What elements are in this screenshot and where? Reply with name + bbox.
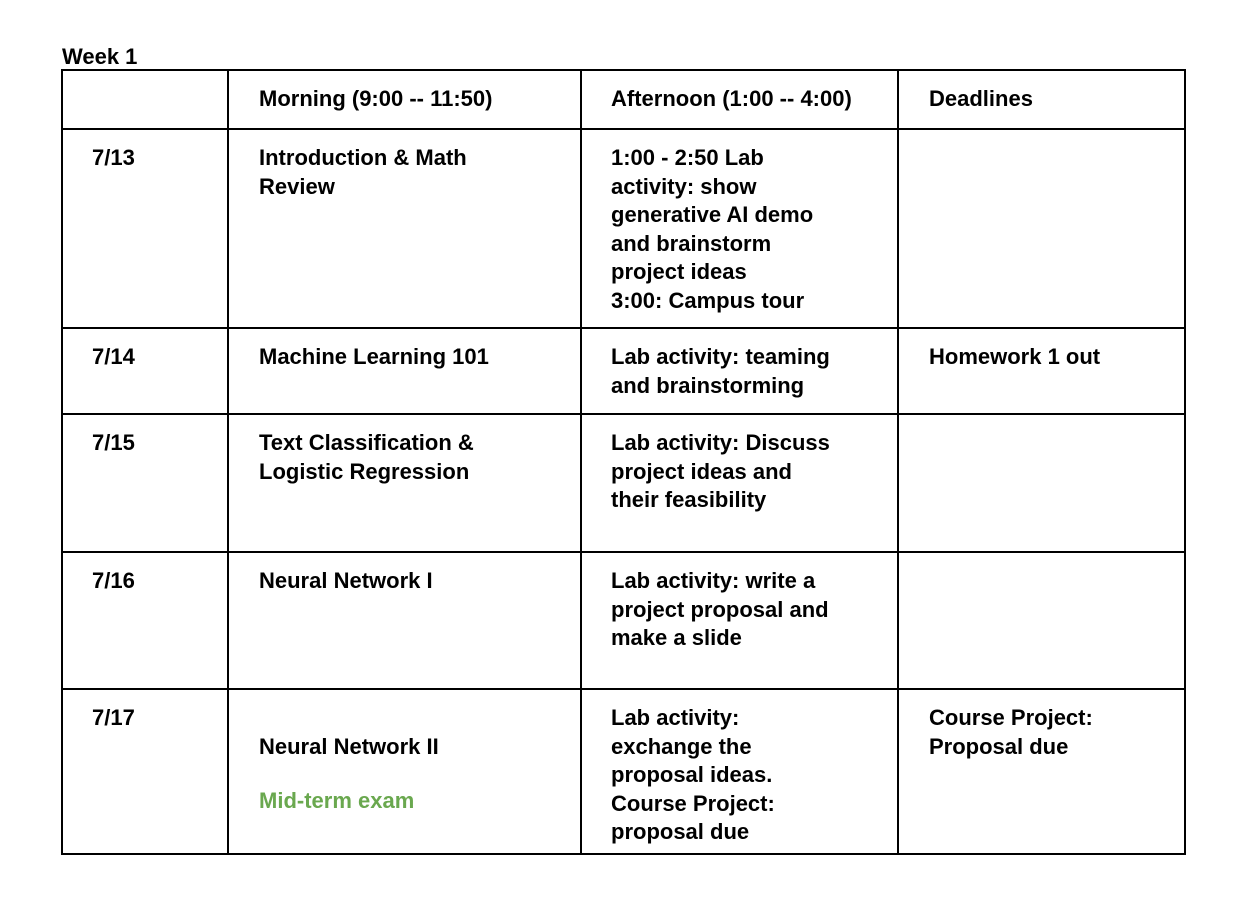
header-deadlines: Deadlines [898, 70, 1185, 129]
date-cell: 7/16 [62, 552, 228, 689]
header-afternoon: Afternoon (1:00 -- 4:00) [581, 70, 898, 129]
date-cell: 7/15 [62, 414, 228, 552]
morning-cell: Introduction & Math Review [228, 129, 581, 328]
header-morning: Morning (9:00 -- 11:50) [228, 70, 581, 129]
deadline-cell: Course Project: Proposal due [898, 689, 1185, 854]
midterm-exam-note: Mid-term exam [259, 788, 415, 813]
week-title: Week 1 [62, 44, 138, 69]
afternoon-cell: 1:00 - 2:50 Lab activity: show generative AI demo and brainstorm project ideas 3:00: Campus tour [581, 129, 898, 328]
morning-cell: Neural Network I [228, 552, 581, 689]
morning-topic: Neural Network II [259, 733, 439, 759]
table-row [62, 689, 1185, 854]
afternoon-cell: Lab activity: Discuss project ideas and their feasibility [581, 414, 898, 552]
header-date [62, 70, 228, 129]
date-cell: 7/13 [62, 129, 228, 328]
table-row [62, 129, 1185, 328]
table-row [62, 414, 1185, 552]
schedule-table [61, 69, 1186, 855]
date-cell: 7/14 [62, 328, 228, 414]
deadline-cell [898, 414, 1185, 552]
date-cell: 7/17 [62, 689, 228, 854]
morning-cell: Machine Learning 101 [228, 328, 581, 414]
deadline-cell [898, 129, 1185, 328]
deadline-cell: Homework 1 out [898, 328, 1185, 414]
afternoon-cell: Lab activity: teaming and brainstorming [581, 328, 898, 414]
header-row [62, 70, 1185, 129]
deadline-cell [898, 552, 1185, 689]
table-row [62, 552, 1185, 689]
afternoon-cell: Lab activity: write a project proposal and make a slide [581, 552, 898, 689]
morning-cell: Text Classification & Logistic Regression [228, 414, 581, 552]
afternoon-cell: Lab activity: exchange the proposal ideas. Course Project: proposal due [581, 689, 898, 854]
table-row [62, 328, 1185, 414]
morning-cell [228, 689, 581, 854]
